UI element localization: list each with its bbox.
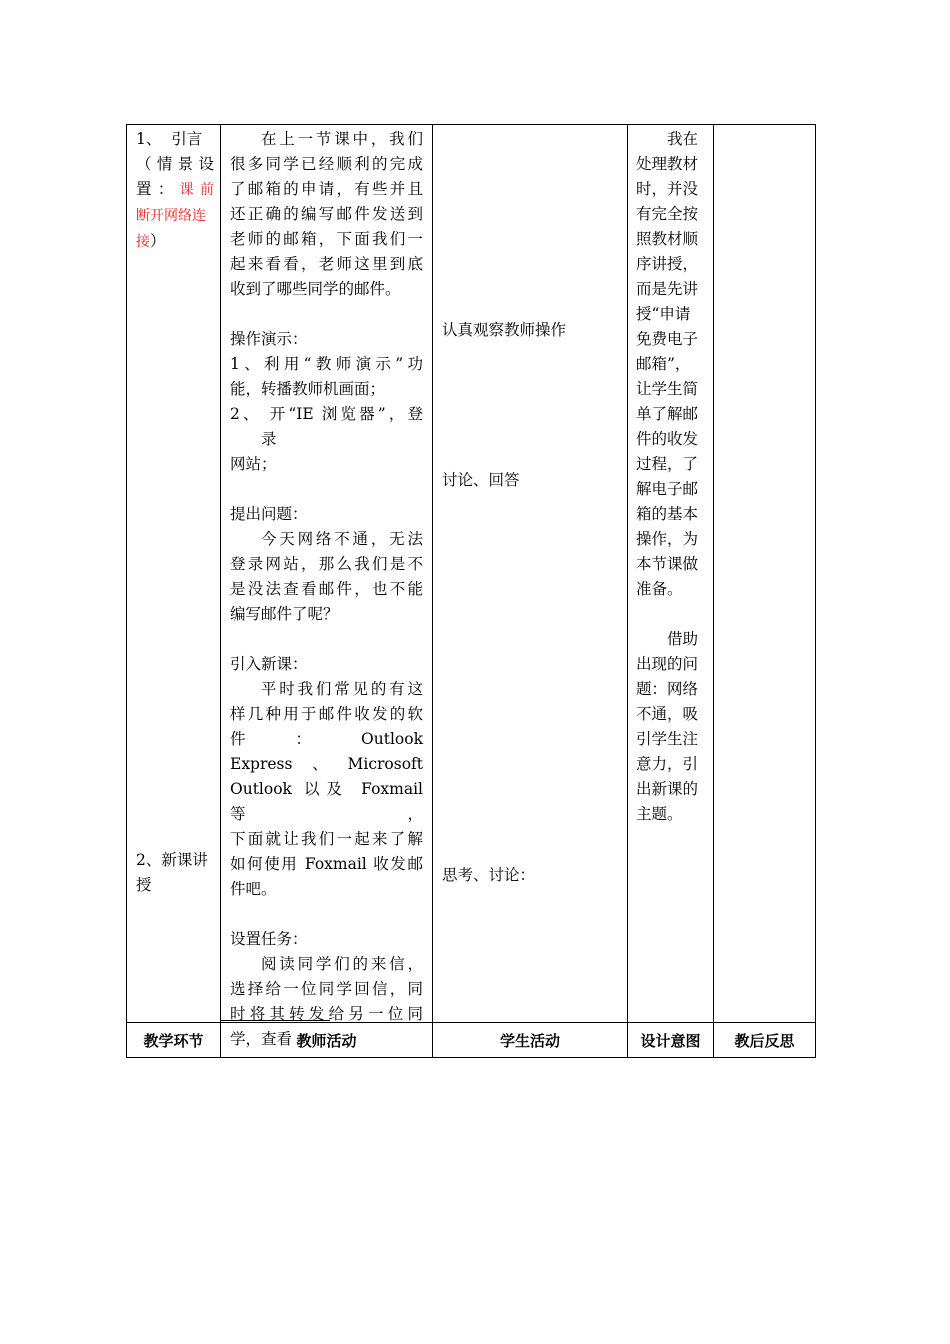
column-divider — [713, 125, 714, 1057]
question-title: 提出问题： — [230, 505, 308, 523]
student-discuss: 讨论、回答 — [442, 471, 520, 489]
lesson-plan-table — [126, 124, 816, 1058]
column-divider — [627, 125, 628, 1057]
stage-new-lesson: 2、新课讲 授 — [136, 851, 208, 894]
design-intent-cell: 我在 处理教材 时，并没 有完全按 照教材顺 序讲授， 而是先讲 授“申请 免费电子 邮箱”， 让学生简 单了解邮 件的收发 过程，了 解电子邮 箱的基本 操作，为 本节课做 准备。 借助 出现的问 题：网络 不通，吸 引学生注 意力，引 出新课的 主题。 — [636, 130, 699, 823]
header-teaching-stage: 教学环节 — [143, 1031, 204, 1050]
demo-title: 操作演示： — [230, 330, 308, 348]
stage-intro: 1、 引言 — [136, 130, 203, 148]
newclass-title: 引入新课： — [230, 655, 308, 673]
column-divider — [220, 125, 221, 1057]
column-divider — [432, 125, 433, 1057]
teacher-activity-cell: 在上一节课中，我们 很多同学已经顺利的完成 了邮箱的申请，有些并且 还正确的编写邮件发送到 老师的邮箱，下面我们一 起来看看，老师这里到底 收到了哪些同学的邮件。 操作演示： 1、利用“教师演示”功 能，转播教师机画面； 2、 开“IE 浏览器”，登 录 网站； 提出问题： 今天网络不通，无法 登录网站，那么我们是不 是没法查看邮件，也不能 编写邮件了呢？ 引入新课： 平时我们常见的有这 样几种用于邮件收发的软 件 ： Outlook Express 、 Microsoft Outlook 以及 Foxmail 等， 下面就让我们一起来了解 如何使用 Foxmail 收发邮 件吧。 设置任务： 阅读同学们的来信， 选择给一位同学回信，同 时将其转发给另一位同 学，查看 — [230, 130, 423, 1048]
scene-setting: （情景设置：课前 — [136, 155, 214, 198]
student-observe: 认真观察教师操作 — [442, 321, 567, 339]
student-think: 思考、讨论： — [442, 866, 536, 884]
header-student-activity: 学生活动 — [499, 1031, 560, 1050]
header-post-reflection: 教后反思 — [734, 1031, 795, 1050]
header-teacher-activity: 教师活动 — [296, 1031, 357, 1050]
task-title: 设置任务： — [230, 930, 308, 948]
stage-cell: 1、 引言 （情景设置：课前 断开网络连 接） 2、新课讲 授 — [136, 127, 214, 255]
header-design-intent: 设计意图 — [640, 1031, 701, 1050]
